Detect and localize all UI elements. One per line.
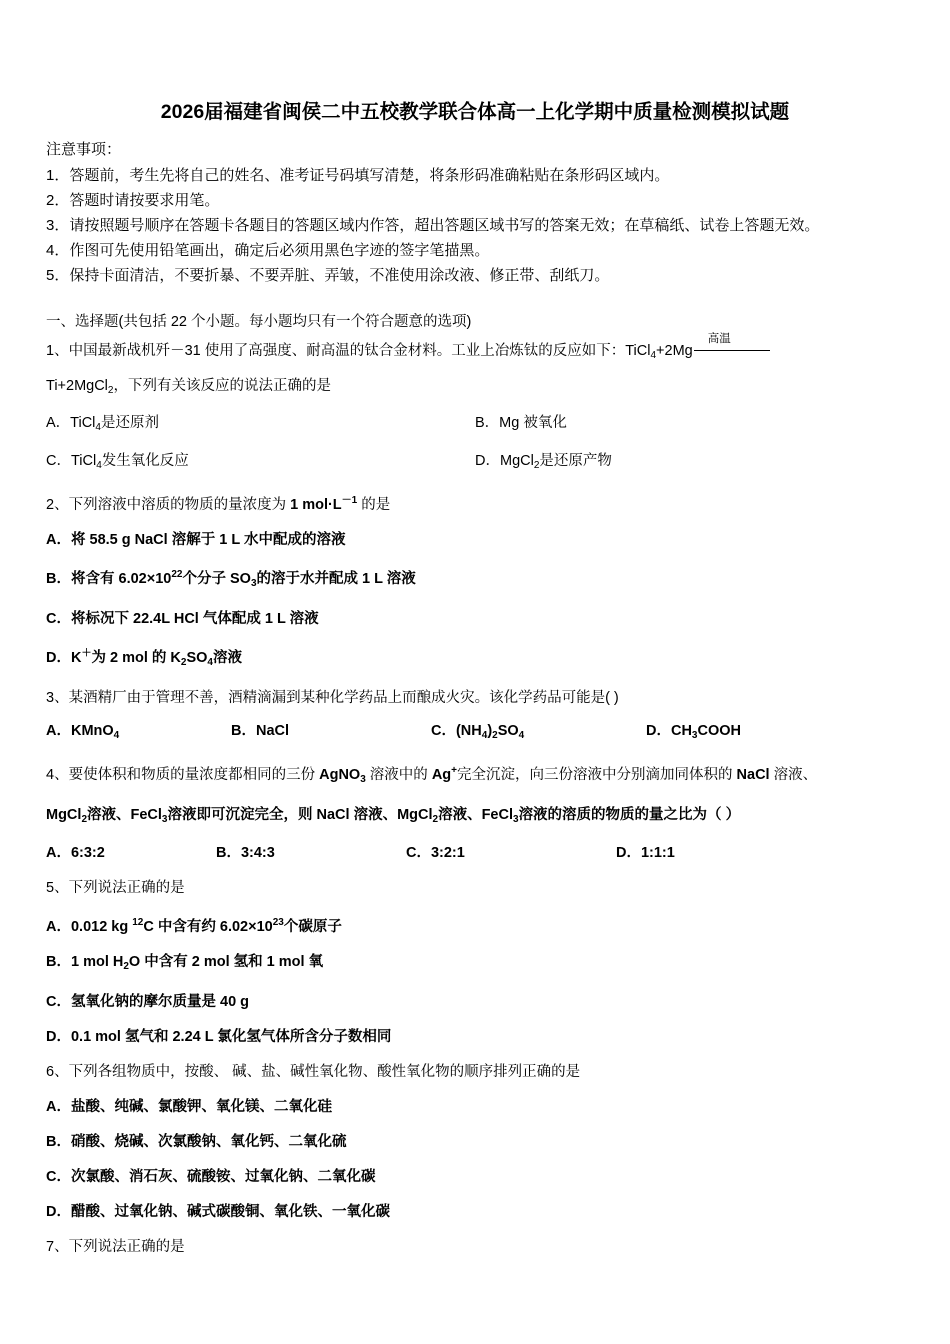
notice-item-5: 5．保持卡面清洁，不要折暴、不要弄脏、弄皱，不准使用涂改液、修正带、刮纸刀。 xyxy=(46,267,610,284)
question-1-stem-line2 xyxy=(46,374,904,403)
question-6-text: 下列各组物质中，按酸、 碱、盐、碱性氧化物、酸性氧化物的顺序排列正确的是 xyxy=(68,1064,581,1080)
question-1-options-row-2 xyxy=(46,448,904,479)
question-3-option-d[interactable]: D．$CH_3COOH$ xyxy=(646,723,741,741)
question-7-stem xyxy=(46,1234,904,1260)
reaction-arrow-icon xyxy=(694,333,770,351)
question-3-option-c[interactable]: C．$(NH_4)_2SO_4$ xyxy=(431,723,525,741)
question-4-options-row xyxy=(46,840,904,866)
question-4-option-d[interactable]: D．1:1:1 xyxy=(616,845,675,861)
option-label: C． xyxy=(46,453,71,469)
question-4-number: 4、 xyxy=(46,767,69,783)
option-text: NaCl xyxy=(255,723,290,739)
question-4-stem-line2 xyxy=(46,802,904,833)
question-5-option-c[interactable]: C．氢氧化钠的摩尔质量是 40 g xyxy=(46,994,250,1010)
question-3-number: 3、 xyxy=(46,690,69,706)
option-text: MgCl xyxy=(499,453,534,469)
question-3-option-a[interactable] xyxy=(46,718,231,749)
option-text2: 是还原剂 xyxy=(100,415,159,431)
question-1-option-c[interactable] xyxy=(46,448,475,479)
notice-item-4: 4．作图可先使用铅笔画出，确定后必须用黑色字迹的签字笔描黑。 xyxy=(46,242,490,259)
question-1-product-sub: 2 xyxy=(107,385,114,396)
question-1-tail: ，下列有关该反应的说法正确的是 xyxy=(113,378,331,394)
question-4-stem-line1 xyxy=(46,758,904,793)
option-sub: 2 xyxy=(533,460,540,471)
question-7-text: 下列说法正确的是 xyxy=(68,1239,185,1255)
question-1-stem xyxy=(46,333,904,368)
question-1-options-row-1 xyxy=(46,410,904,441)
question-1-sub: 4 xyxy=(650,350,657,361)
question-4-option-b[interactable]: B．3:4:3 xyxy=(216,845,275,861)
question-6-option-a[interactable]: A．盐酸、纯碱、氯酸钾、氧化镁、二氧化硅 xyxy=(46,1099,332,1115)
question-1-product: Ti+2MgCl xyxy=(46,378,108,394)
option-label: B． xyxy=(475,415,500,431)
option-label: D． xyxy=(475,453,500,469)
page-title: 2026届福建省闽侯二中五校教学联合体高一上化学期中质量检测模拟试题 xyxy=(160,101,790,123)
notice-heading: 注意事项： xyxy=(46,141,122,158)
option-sub: 4 xyxy=(113,730,120,741)
question-3-stem xyxy=(46,685,904,711)
option-text: TiCl xyxy=(70,453,97,469)
question-5-text: 下列说法正确的是 xyxy=(68,880,185,896)
section-heading: 一、选择题(共包括 22 个小题。每小题均只有一个符合题意的选项) xyxy=(46,314,472,330)
question-1-text2: +2Mg xyxy=(656,343,693,359)
question-4-text1: 要使体积和物质的量浓度都相同的三份 AgNO$_3$ 溶液中的 Ag+完全沉淀，向三份溶液中分别滴加同体积的 NaCl 溶液、 xyxy=(68,765,818,785)
question-4-option-a[interactable]: A．6:3:2 xyxy=(46,845,105,861)
question-5-option-d[interactable]: D．0.1 mol 氢气和 2.24 L 氯化氢气体所含分子数相同 xyxy=(46,1029,392,1045)
question-6-option-d[interactable]: D．醋酸、过氧化钠、碱式碳酸铜、氧化铁、一氧化碳 xyxy=(46,1204,390,1220)
question-2-stem xyxy=(46,488,904,518)
option-text2: 发生氧化反应 xyxy=(101,453,189,469)
question-7-number: 7、 xyxy=(46,1239,69,1255)
question-4-text2: MgCl$_2$溶液、FeCl$_3$溶液即可沉淀完全，则 NaCl 溶液、MgCl$_2$溶液、FeCl$_3$溶液的溶质的物质的量之比为（ ） xyxy=(46,807,741,825)
question-3-text: 某酒精厂由于管理不善，酒精滴漏到某种化学药品上而酿成火灾。该化学药品可能是( ) xyxy=(68,690,619,706)
option-label: A． xyxy=(46,415,71,431)
question-2-option-a[interactable]: A．将 58.5 g NaCl 溶解于 1 L 水中配成的溶液 xyxy=(46,532,346,548)
option-label: A． xyxy=(46,723,71,739)
question-5-stem xyxy=(46,875,904,901)
question-4-option-c[interactable]: C．3:2:1 xyxy=(406,845,465,861)
option-text2: 是还原产物 xyxy=(539,453,612,469)
question-3-options-row xyxy=(46,718,904,749)
notice-item-2: 2．答题时请按要求用笔。 xyxy=(46,192,220,209)
question-5-number: 5、 xyxy=(46,880,69,896)
question-2-option-b[interactable]: B．将含有 $6.02\times 10^{22}$个分子 $SO_3$的溶于水并配成 1 L 溶液 xyxy=(46,569,416,589)
question-2-option-c[interactable]: C．将标况下 22.4L HCl 气体配成 1 L 溶液 xyxy=(46,611,319,627)
question-6-number: 6、 xyxy=(46,1064,69,1080)
question-2-option-d[interactable]: D．K＋为 2 mol 的 $K_2SO_4$溶液 xyxy=(46,648,242,668)
notice-item-1: 1．答题前，考生先将自己的姓名、准考证号码填写清楚，将条形码准确粘贴在条形码区域内。 xyxy=(46,167,670,184)
option-text: KMnO xyxy=(70,723,114,739)
option-text: TiCl xyxy=(70,415,96,431)
question-5-option-b[interactable]: B．1 mol $H_2O$ 中含有 2 mol 氢和 1 mol 氧 xyxy=(46,954,324,972)
question-6-stem xyxy=(46,1059,904,1085)
question-1-number: 1、 xyxy=(46,343,69,359)
question-1-text: 中国最新战机歼－31 使用了高强度、耐高温的钛合金材料。工业上冶炼钛的反应如下：TiCl xyxy=(68,343,651,359)
option-label: B． xyxy=(231,723,256,739)
question-6-option-b[interactable]: B．硝酸、烧碱、次氯酸钠、氧化钙、二氧化硫 xyxy=(46,1134,347,1150)
notice-item-3: 3．请按照题号顺序在答题卡各题目的答题区域内作答，超出答题区域书写的答案无效；在草稿纸、试卷上答题无效。 xyxy=(46,217,820,234)
question-6-option-c[interactable]: C．次氯酸、消石灰、硫酸铵、过氧化钠、二氧化碳 xyxy=(46,1169,376,1185)
question-1-option-d[interactable] xyxy=(475,448,612,479)
option-sub: 4 xyxy=(95,422,101,433)
reaction-condition-label: 高温 xyxy=(707,333,731,345)
option-text: Mg 被氧化 xyxy=(499,415,567,431)
question-2-number: 2、 xyxy=(46,497,69,513)
question-1-option-b[interactable] xyxy=(475,410,567,441)
question-3-option-b[interactable] xyxy=(231,718,431,749)
option-sub: 4 xyxy=(96,460,102,471)
question-2-text: 下列溶液中溶质的物质的量浓度为 1 $mol\cdot L^{-1}$ 的是 xyxy=(68,495,391,513)
question-5-option-a[interactable]: A．0.012 kg $^{12}$C 中含有约 $6.02\times 10^{23}$个碳原子 xyxy=(46,917,342,935)
question-1-option-a[interactable] xyxy=(46,410,475,441)
